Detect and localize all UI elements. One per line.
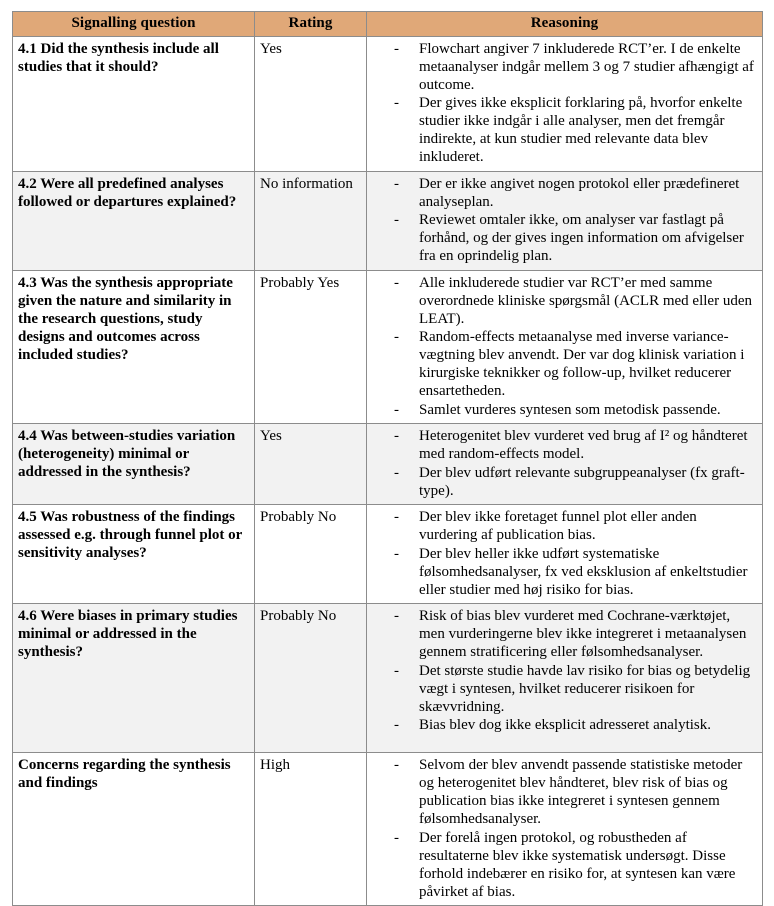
reasoning-list-item: [372, 607, 757, 661]
rating-cell: Yes: [255, 36, 367, 171]
dash-bullet-icon: -: [394, 40, 399, 57]
dash-bullet-icon: -: [394, 829, 399, 846]
risk-of-bias-table: [12, 11, 763, 906]
dash-bullet-icon: -: [394, 545, 399, 562]
reasoning-list-item: [372, 829, 757, 901]
reasoning-list-item: [372, 756, 757, 828]
reasoning-text: Det største studie havde lav risiko for bias og betydelig vægt i syntesen, hvilket reducerer risikoen for skævvridning.: [419, 662, 751, 715]
rating-cell: Probably Yes: [255, 270, 367, 424]
column-header-rating: Rating: [255, 12, 367, 37]
signalling-question-cell: 4.6 Were biases in primary studies minimal or addressed in the synthesis?: [13, 604, 255, 753]
reasoning-text: Random-effects metaanalyse med inverse variance-vægtning blev anvendt. Der var dog klinisk variation i kirurgiske teknikker og follow-up, hvilket reducerer ensartetheden.: [419, 329, 745, 400]
reasoning-list: [372, 274, 757, 419]
dash-bullet-icon: -: [394, 329, 399, 346]
reasoning-list-item: [372, 175, 757, 211]
rating-cell: Yes: [255, 424, 367, 505]
reasoning-list-item: [372, 94, 757, 166]
table-row: [13, 604, 763, 753]
table-row: [13, 505, 763, 604]
reasoning-text: Bias blev dog ikke eksplicit adresseret analytisk.: [419, 717, 712, 734]
dash-bullet-icon: -: [394, 95, 399, 112]
dash-bullet-icon: -: [394, 757, 399, 774]
reasoning-cell: [367, 171, 763, 270]
reasoning-text: Samlet vurderes syntesen som metodisk passende.: [419, 401, 721, 418]
rating-cell: Probably No: [255, 604, 367, 753]
reasoning-list-item: [372, 662, 757, 716]
column-header-signalling-question: Signalling question: [13, 12, 255, 37]
reasoning-text: Der er ikke angivet nogen protokol eller prædefineret analyseplan.: [419, 175, 740, 210]
table-row: [13, 270, 763, 424]
reasoning-cell: [367, 604, 763, 753]
signalling-question-cell: Concerns regarding the synthesis and findings: [13, 753, 255, 906]
table-row: [13, 753, 763, 906]
reasoning-text: Selvom der blev anvendt passende statistiske metoder og heterogenitet blev håndteret, blev risk of bias og publication bias ikke integreret i syntesen gennem følsomhedsanalyser.: [419, 757, 743, 828]
reasoning-list: [372, 756, 757, 901]
reasoning-text: Reviewet omtaler ikke, om analyser var fastlagt på forhånd, og der gives ingen information om afvigelser fra en oprindelig plan.: [419, 212, 744, 265]
dash-bullet-icon: -: [394, 274, 399, 291]
reasoning-text: Der forelå ingen protokol, og robustheden af resultaterne blev ikke systematisk undersøgt. Disse forhold indebærer en risiko for, at syntesen kan være påvirket af bias.: [419, 829, 736, 900]
table-body: [13, 36, 763, 906]
reasoning-list-item: [372, 464, 757, 500]
dash-bullet-icon: -: [394, 428, 399, 445]
column-header-reasoning: Reasoning: [367, 12, 763, 37]
reasoning-list: [372, 508, 757, 599]
signalling-question-cell: 4.1 Did the synthesis include all studies that it should?: [13, 36, 255, 171]
reasoning-text: Heterogenitet blev vurderet ved brug af I² og håndteret med random-effects model.: [419, 428, 748, 463]
table-header: [13, 12, 763, 37]
reasoning-cell: [367, 753, 763, 906]
table-row: [13, 171, 763, 270]
reasoning-list: [372, 607, 757, 734]
signalling-question-cell: 4.3 Was the synthesis appropriate given the nature and similarity in the research questions, study designs and outcomes across included studies?: [13, 270, 255, 424]
reasoning-cell: [367, 424, 763, 505]
rating-cell: Probably No: [255, 505, 367, 604]
reasoning-list-item: [372, 716, 757, 734]
signalling-question-cell: 4.5 Was robustness of the findings assessed e.g. through funnel plot or sensitivity analyses?: [13, 505, 255, 604]
rating-cell: High: [255, 753, 367, 906]
reasoning-text: Der blev ikke foretaget funnel plot eller anden vurdering af publication bias.: [419, 509, 697, 544]
dash-bullet-icon: -: [394, 662, 399, 679]
reasoning-cell: [367, 270, 763, 424]
reasoning-list-item: [372, 274, 757, 328]
reasoning-list-item: [372, 40, 757, 94]
reasoning-list-item: [372, 401, 757, 419]
reasoning-list: [372, 40, 757, 167]
reasoning-list-item: [372, 545, 757, 599]
reasoning-cell: [367, 36, 763, 171]
reasoning-list-item: [372, 508, 757, 544]
signalling-question-cell: 4.4 Was between-studies variation (heterogeneity) minimal or addressed in the synthesis?: [13, 424, 255, 505]
reasoning-text: Der gives ikke eksplicit forklaring på, hvorfor enkelte studier ikke indgår i alle analyser, men det fremgår indirekte, at kun studier med relevante data blev inkluderet.: [419, 95, 743, 166]
dash-bullet-icon: -: [394, 401, 399, 418]
reasoning-list-item: [372, 328, 757, 400]
reasoning-list: [372, 175, 757, 266]
dash-bullet-icon: -: [394, 717, 399, 734]
rating-cell: No information: [255, 171, 367, 270]
reasoning-text: Risk of bias blev vurderet med Cochrane-værktøjet, men vurderingerne blev ikke integreret i metaanalysen gennem stratificering eller følsomhedsanalyser.: [419, 608, 747, 661]
dash-bullet-icon: -: [394, 608, 399, 625]
reasoning-list: [372, 427, 757, 500]
header-row: [13, 12, 763, 37]
dash-bullet-icon: -: [394, 509, 399, 526]
reasoning-text: Der blev heller ikke udført systematiske følsomhedsanalyser, fx ved eksklusion af enkeltstudier eller studier med høj risiko for bias.: [419, 545, 748, 598]
signalling-question-cell: 4.2 Were all predefined analyses followed or departures explained?: [13, 171, 255, 270]
reasoning-text: Alle inkluderede studier var RCT’er med samme overordnede kliniske spørgsmål (ACLR med eller uden LEAT).: [419, 274, 752, 327]
reasoning-list-item: [372, 211, 757, 265]
reasoning-text: Flowchart angiver 7 inkluderede RCT’er. I de enkelte metaanalyser indgår mellem 3 og 7 studier afhængigt af outcome.: [419, 40, 754, 93]
dash-bullet-icon: -: [394, 464, 399, 481]
table-row: [13, 424, 763, 505]
reasoning-list-item: [372, 427, 757, 463]
reasoning-cell: [367, 505, 763, 604]
reasoning-text: Der blev udført relevante subgruppeanalyser (fx graft-type).: [419, 464, 745, 499]
dash-bullet-icon: -: [394, 175, 399, 192]
dash-bullet-icon: -: [394, 212, 399, 229]
table-row: [13, 36, 763, 171]
